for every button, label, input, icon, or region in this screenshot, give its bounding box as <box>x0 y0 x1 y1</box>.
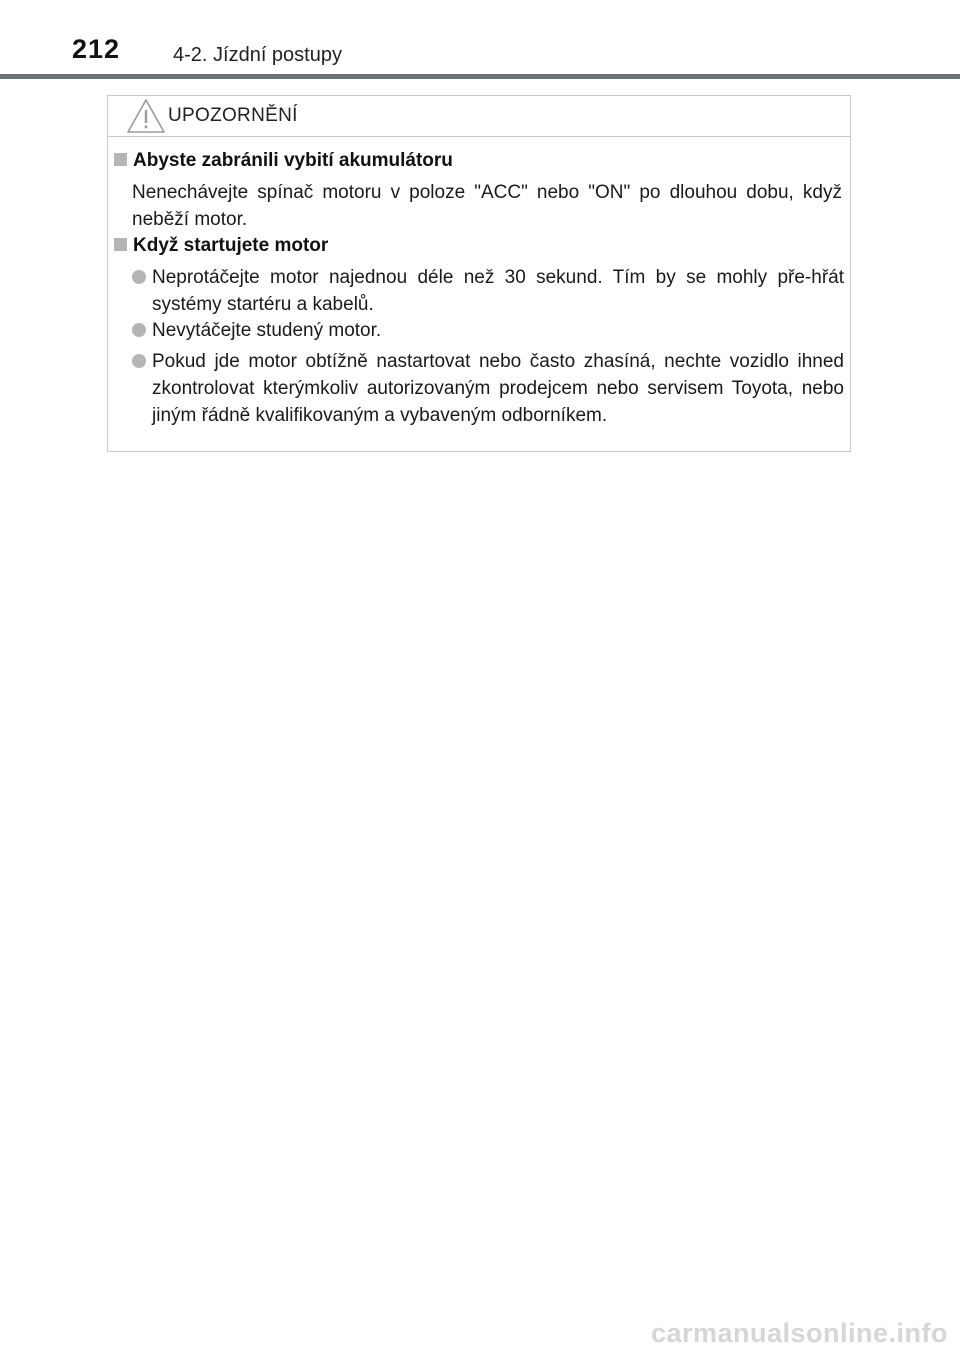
list-item <box>132 264 844 318</box>
circle-bullet-icon <box>132 270 146 284</box>
square-bullet-icon <box>114 238 127 251</box>
section-paragraph: Nenechávejte spínač motoru v poloze "ACC" nebo "ON" po dlouhou dobu, když neběží motor. <box>132 182 842 230</box>
section-heading-text: Abyste zabránili vybití akumulátoru <box>133 150 453 171</box>
warning-triangle-icon <box>126 98 166 134</box>
list-item <box>132 348 844 429</box>
caution-box <box>107 95 851 452</box>
caution-title: UPOZORNĚNÍ <box>168 105 298 126</box>
watermark: carmanualsonline.info <box>650 1318 948 1348</box>
header-rule <box>0 74 960 79</box>
square-bullet-icon <box>114 153 127 166</box>
circle-bullet-icon <box>132 354 146 368</box>
list-item-text: Pokud jde motor obtížně nastartovat nebo často zhasíná, nechte vozidlo ihned zkontrolovat kterýmkoliv autorizovaným prodejcem nebo servisem Toyota, nebo jiným řádně kvalifikovaným a vybaveným odborníkem. <box>152 351 844 426</box>
section-heading <box>114 150 453 172</box>
caution-header <box>108 96 850 137</box>
list-item-text: Neprotáčejte motor najednou déle než 30 sekund. Tím by se mohly pře-hřát systémy startéru a kabelů. <box>152 267 844 315</box>
section-title: 4-2. Jízdní postupy <box>173 44 342 66</box>
page-number: 212 <box>72 34 121 64</box>
list-item <box>132 317 844 344</box>
section-heading-text: Když startujete motor <box>133 235 329 256</box>
list-item-text: Nevytáčejte studený motor. <box>152 320 382 341</box>
section-heading <box>114 235 328 257</box>
page-header <box>0 0 960 80</box>
circle-bullet-icon <box>132 323 146 337</box>
